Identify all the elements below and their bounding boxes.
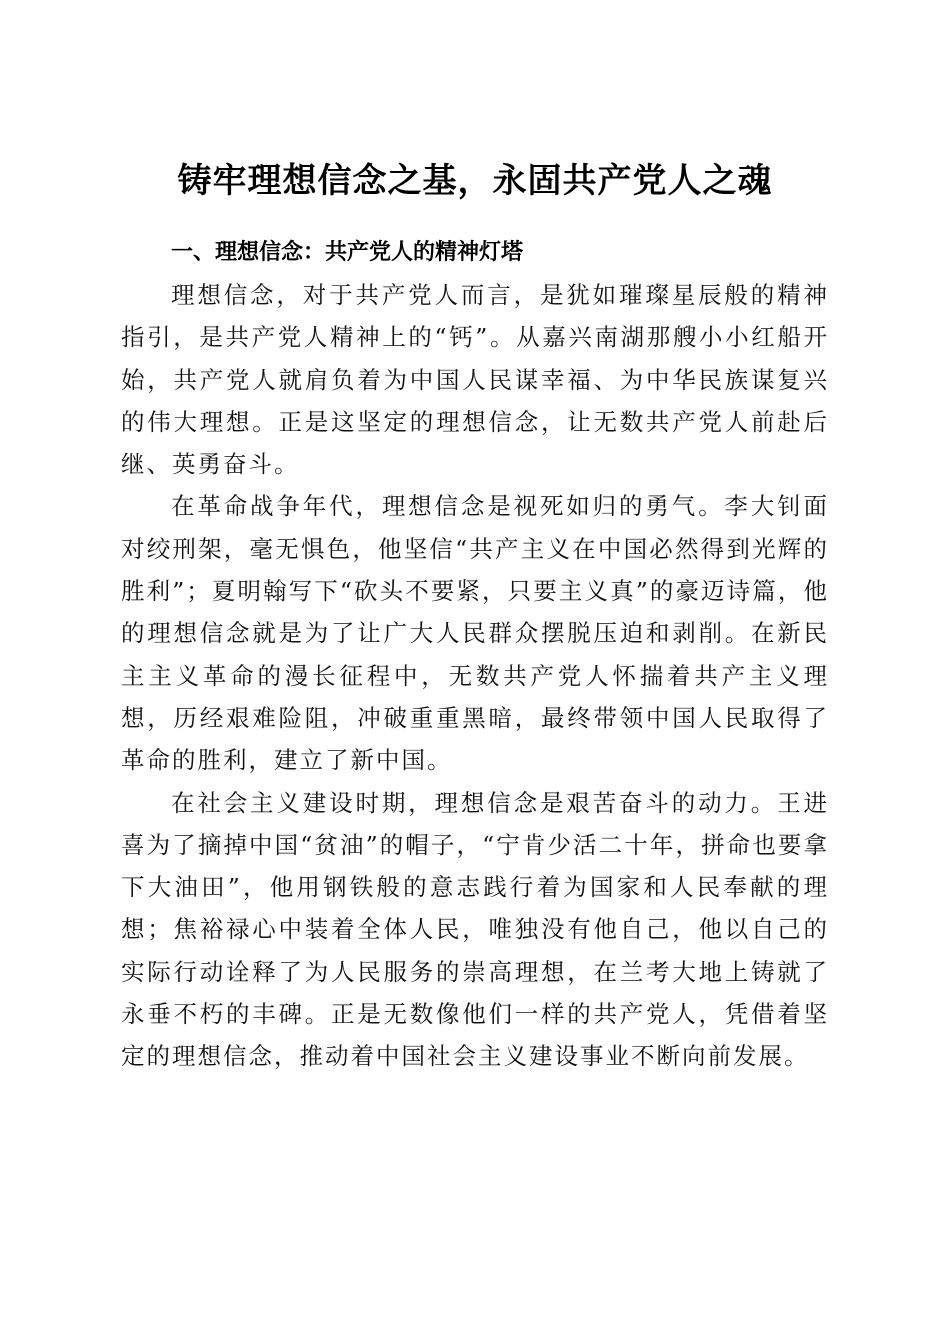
paragraph-ideals-intro: 理想信念，对于共产党人而言，是犹如璀璨星辰般的精神指引，是共产党人精神上的“钙”。从嘉兴南湖那艘小小红船开始，共产党人就肩负着为中国人民谋幸福、为中华民族谋复兴的伟大理想。正是这坚定的理想信念，让无数共产党人前赴后继、英勇奋斗。 bbox=[121, 281, 829, 479]
page-title: 铸牢理想信念之基，永固共产党人之魂 bbox=[177, 160, 773, 201]
document-body bbox=[121, 232, 829, 1078]
section-heading: 一、理想信念：共产党人的精神灯塔 bbox=[171, 240, 524, 265]
paragraph-construction-era: 在社会主义建设时期，理想信念是艰苦奋斗的动力。王进喜为了摘掉中国“贫油”的帽子，“宁肯少活二十年，拼命也要拿下大油田”，他用钢铁般的意志践行着为国家和人民奉献的理想；焦裕禄心中装着全体人民，唯独没有他自己，他以自己的实际行动诠释了为人民服务的崇高理想，在兰考大地上铸就了永垂不朽的丰碑。正是无数像他们一样的共产党人，凭借着坚定的理想信念，推动着中国社会主义建设事业不断向前发展。 bbox=[121, 788, 829, 1071]
paragraph-revolutionary-era: 在革命战争年代，理想信念是视死如归的勇气。李大钊面对绞刑架，毫无惧色，他坚信“共产主义在中国必然得到光辉的胜利”；夏明翰写下“砍头不要紧，只要主义真”的豪迈诗篇，他的理想信念就是为了让广大人民群众摆脱压迫和剥削。在新民主主义革命的漫长征程中，无数共产党人怀揣着共产主义理想，历经艰难险阻，冲破重重黑暗，最终带领中国人民取得了革命的胜利，建立了新中国。 bbox=[121, 492, 829, 775]
